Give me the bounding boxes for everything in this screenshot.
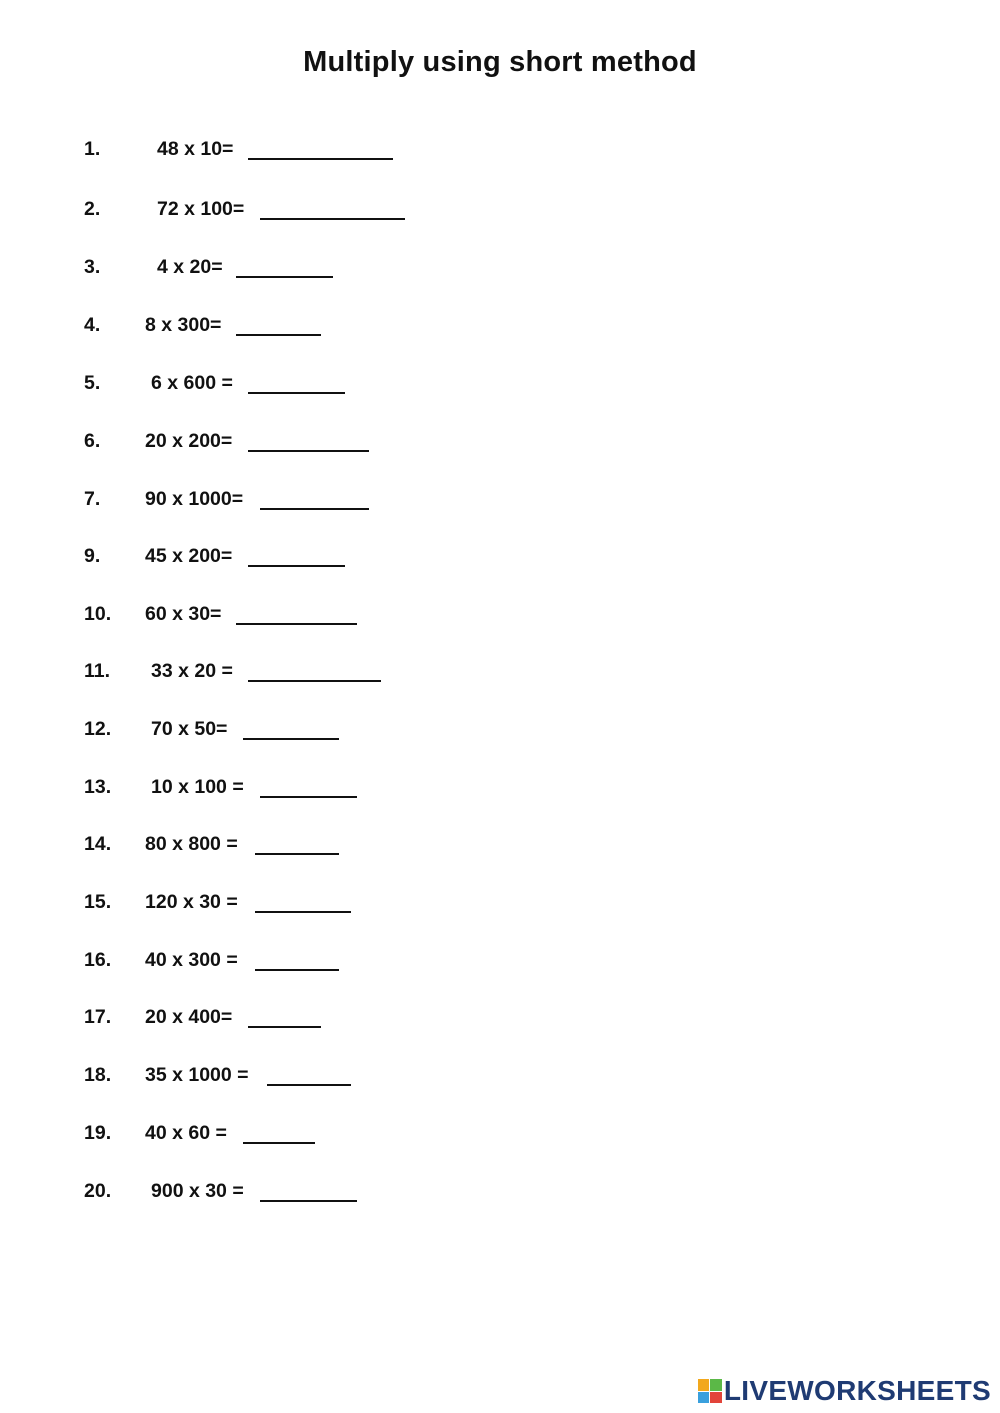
question-expression: 40 x 300 =	[145, 949, 238, 971]
question-row	[84, 1118, 227, 1148]
question-row	[84, 887, 238, 917]
answer-input[interactable]	[243, 716, 339, 740]
question-row	[84, 484, 244, 514]
question-number: 17.	[84, 1006, 112, 1028]
logo-text: LIVEWORKSHEETS	[723, 1375, 991, 1406]
question-expression: 120 x 30 =	[145, 891, 238, 913]
question-expression: 900 x 30 =	[151, 1180, 244, 1202]
question-expression: 20 x 200=	[145, 430, 233, 452]
question-number: 18.	[84, 1064, 112, 1086]
question-row	[84, 1002, 233, 1032]
question-expression: 4 x 20=	[157, 256, 223, 278]
question-number: 5.	[84, 372, 101, 394]
question-expression: 40 x 60 =	[145, 1122, 227, 1144]
question-expression: 72 x 100=	[157, 198, 245, 220]
question-number: 3.	[84, 256, 101, 278]
question-number: 15.	[84, 891, 112, 913]
question-expression: 60 x 30=	[145, 603, 222, 625]
question-number: 6.	[84, 430, 101, 452]
answer-input[interactable]	[260, 774, 357, 798]
question-number: 9.	[84, 545, 101, 567]
question-expression: 45 x 200=	[145, 545, 233, 567]
answer-input[interactable]	[248, 136, 393, 160]
question-number: 11.	[84, 660, 111, 682]
question-number: 2.	[84, 198, 101, 220]
liveworksheets-logo	[698, 1375, 991, 1407]
answer-input[interactable]	[248, 428, 369, 452]
question-number: 13.	[84, 776, 112, 798]
question-row	[84, 194, 245, 224]
question-row	[84, 426, 233, 456]
answer-input[interactable]	[260, 1178, 357, 1202]
question-row	[84, 656, 233, 686]
question-expression: 6 x 600 =	[151, 372, 233, 394]
question-expression: 20 x 400=	[145, 1006, 233, 1028]
answer-input[interactable]	[236, 601, 357, 625]
question-row	[84, 945, 238, 975]
answer-input[interactable]	[243, 1120, 315, 1144]
answer-input[interactable]	[255, 947, 339, 971]
answer-input[interactable]	[255, 889, 351, 913]
answer-input[interactable]	[267, 1062, 351, 1086]
question-row	[84, 772, 244, 802]
question-number: 7.	[84, 488, 101, 510]
question-row	[84, 541, 233, 571]
answer-input[interactable]	[248, 1004, 321, 1028]
question-row	[84, 599, 222, 629]
answer-input[interactable]	[248, 658, 381, 682]
question-expression: 48 x 10=	[157, 138, 234, 160]
question-number: 14.	[84, 833, 112, 855]
question-row	[84, 1176, 244, 1206]
answer-input[interactable]	[236, 254, 333, 278]
question-number: 16.	[84, 949, 112, 971]
question-expression: 35 x 1000 =	[145, 1064, 249, 1086]
question-row	[84, 714, 228, 744]
question-number: 19.	[84, 1122, 112, 1144]
question-expression: 8 x 300=	[145, 314, 222, 336]
answer-input[interactable]	[260, 196, 405, 220]
worksheet-title: Multiply using short method	[303, 46, 697, 78]
question-number: 1.	[84, 138, 101, 160]
question-expression: 33 x 20 =	[151, 660, 233, 682]
question-row	[84, 1060, 249, 1090]
question-row	[84, 134, 234, 164]
liveworksheets-logo-icon	[698, 1379, 722, 1403]
question-number: 4.	[84, 314, 101, 336]
question-row	[84, 252, 223, 282]
answer-input[interactable]	[236, 312, 321, 336]
answer-input[interactable]	[248, 370, 345, 394]
question-expression: 90 x 1000=	[145, 488, 244, 510]
answer-input[interactable]	[255, 831, 339, 855]
answer-input[interactable]	[260, 486, 369, 510]
answer-input[interactable]	[248, 543, 345, 567]
question-row	[84, 368, 233, 398]
question-number: 20.	[84, 1180, 112, 1202]
question-row	[84, 310, 222, 340]
question-number: 10.	[84, 603, 112, 625]
question-expression: 10 x 100 =	[151, 776, 244, 798]
question-expression: 80 x 800 =	[145, 833, 238, 855]
question-expression: 70 x 50=	[151, 718, 228, 740]
question-number: 12.	[84, 718, 112, 740]
question-row	[84, 829, 238, 859]
